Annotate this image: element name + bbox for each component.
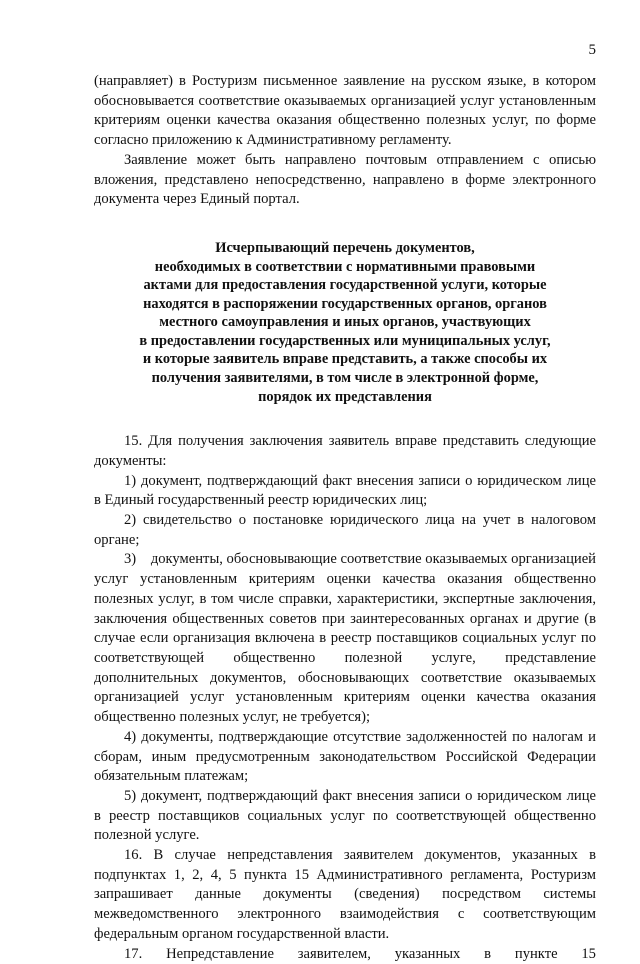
list-item-1: 1) документ, подтверждающий факт внесения записи о юридическом лице в Единый государственный реестр юридических лиц;: [94, 472, 596, 509]
list-item-4: 4) документы, подтверждающие отсутствие задолженностей по налогам и сборам, иным предусмотренным законодательством Российской Федерации обязательным платежам;: [94, 728, 596, 785]
paragraph-16: 16. В случае непредставления заявителем документов, указанных в подпунктах 1, 2, 4, 5 пункта 15 Административного регламента, Ростуризм запрашивает данные документы (сведения) посредством системы межведомственного электронного взаимодействия с соответствующим федеральным органом государственной власти.: [94, 847, 596, 942]
p17-word: указанных: [394, 945, 461, 962]
heading-line: и которые заявитель вправе представить, а также способы их: [142, 351, 548, 368]
paragraph-15: 15. Для получения заключения заявитель вправе представить следующие документы:: [94, 433, 596, 469]
heading-line: получения заявителями, в том числе в электронной форме,: [151, 370, 539, 387]
section-heading: [94, 239, 596, 406]
heading-line: находятся в распоряжении государственных органов, органов: [143, 295, 547, 312]
paragraph-17-first-line: [94, 945, 596, 964]
p17-word: пункте: [514, 945, 558, 962]
p17-word: заявителем,: [297, 945, 371, 962]
list-item-3: 3) документы, обосновывающие соответствие оказываемых организацией услуг установленным критериям оценки качества оказания общественно полезных услуг, в том числе справки, характеристики, экспертные заключения, заключения общественных советов при заинтересованных органах и другие (в случае если организация включена в реестр поставщиков социальных услуг по соответствующей общественно полезной услуге, представление дополнительных документов, обосновывающих соответствие оказываемых организацией услуг установленным критериям оценки качества оказания общественно полезных услуг, не требуется);: [94, 551, 596, 726]
heading-line: порядок их представления: [258, 388, 432, 405]
p17-word: 17.: [124, 945, 143, 962]
page-number: 5: [588, 42, 596, 58]
intro-paragraph-1: (направляет) в Ростуризм письменное заявление на русском языке, в котором обосновывается соответствие оказываемых организацией услуг установленным критериям оценки качества оказания общественно полезных услуг, по форме согласно приложению к Административному регламенту.: [94, 73, 596, 149]
heading-line: в предоставлении государственных или муниципальных услуг,: [139, 332, 551, 349]
p17-word: Непредставление: [166, 945, 274, 962]
heading-line: местного самоуправления и иных органов, участвующих: [159, 314, 531, 331]
heading-line: актами для предоставления государственной услуги, которые: [143, 277, 547, 294]
list-item-2: 2) свидетельство о постановке юридического лица на учет в налоговом органе;: [94, 512, 596, 548]
p17-word: в: [484, 945, 492, 962]
heading-line: необходимых в соответствии с нормативными правовыми: [154, 258, 536, 275]
list-item-5: 5) документ, подтверждающий факт внесения записи о юридическом лице в реестр поставщиков социальных услуг по соответствующей общественно полезной услуге.: [94, 787, 596, 844]
p17-word: 15: [581, 945, 596, 962]
document-body: [94, 72, 596, 964]
heading-line: Исчерпывающий перечень документов,: [215, 239, 475, 256]
intro-paragraph-2: Заявление может быть направлено почтовым отправлением с описью вложения, представлено непосредственно, направлено в форме электронного документа через Единый портал.: [94, 151, 596, 208]
